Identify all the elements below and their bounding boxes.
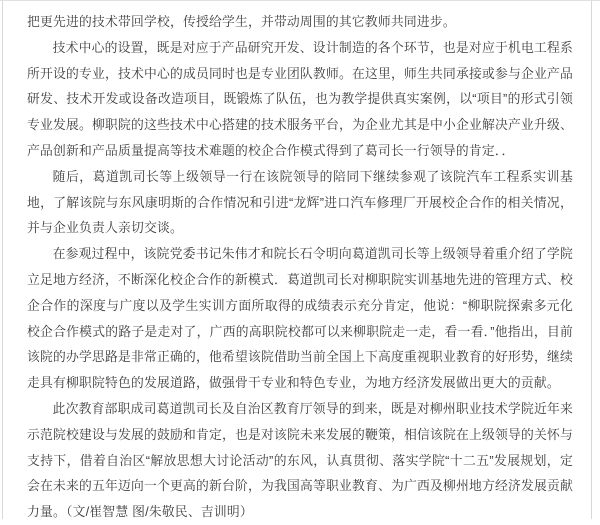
article-body [3,1,591,525]
paragraph-continuation: 把更先进的技术带回学校，传授给学生，并带动周围的其它教师共同进步。 [27,14,456,29]
paragraph-auto-engineering-visit: 随后，葛道凯司长等上级领导一行在该院领导的陪同下继续参观了该院汽车工程系实训基地，了解该院与东风康明斯的合作情况和引进“龙辉”进口汽车修理厂开展校企合作的相关情况，并与企业负责人亲切交谈。 [27,168,573,236]
paragraph-conclusion-credits: 此次教育部职成司葛道凯司长及自治区教育厅领导的到来，既是对柳州职业技术学院近年来示范院校建设与发展的鼓励和肯定，也是对该院未来发展的鞭策，相信该院在上级领导的关怀与支持下，借着自治区“解放思想大讨论活动”的东风，认真贯彻、落实学院“十二五”发展规划，定会在未来的五年迈向一个更高的新台阶，为我国高等职业教育、为广西及柳州地方经济发展贡献力量。（文/崔智慧 图/朱敬民、吉训明） [27,400,573,520]
right-edge-rule [591,1,592,519]
paragraph-leader-remarks: 在参观过程中，该院党委书记朱伟才和院长石令明向葛道凯司长等上级领导着重介绍了学院立足地方经济，不断深化校企合作的新模式．葛道凯司长对柳职院实训基地先进的管理方式、校企合作的深度与广度以及学生实训方面所取得的成绩表示充分肯定，他说：“柳职院探索多元化校企合作模式的路子是走对了，广西的高职院校都可以来柳职院走一走，看一看．”他指出，目前该院的办学思路是非常正确的，他希望该院借助当前全国上下高度重视职业教育的好形势，继续走具有柳职院特色的发展道路，做强骨干专业和特色专业，为地方经济发展做出更大的贡献。 [27,246,573,391]
paragraph-tech-centers: 技术中心的设置，既是对应于产品研究开发、设计制造的各个环节，也是对应于机电工程系所开设的专业，技术中心的成员同时也是专业团队教师。在这里，师生共同承接或参与企业产品研发、技术开发或设备改造项目，既锻炼了队伍，也为教学提供真实案例，以“项目”的形式引领专业发展。柳职院的这些技术中心搭建的技术服务平台，为企业尤其是中小企业解决产业升级、产品创新和产品质量提高等技术难题的校企合作模式得到了葛司长一行领导的肯定．． [27,39,573,158]
